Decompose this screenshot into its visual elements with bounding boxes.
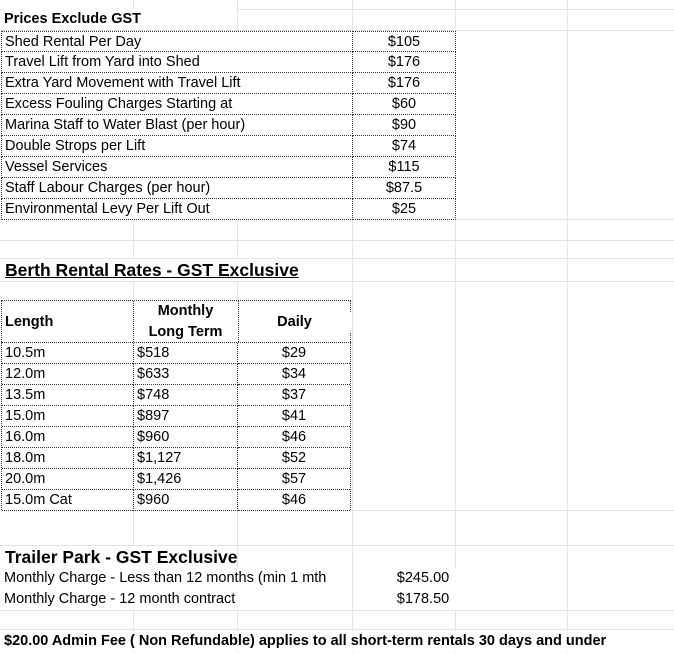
berth-row-daily: $34 bbox=[238, 364, 350, 385]
price-item-value: $60 bbox=[352, 94, 456, 115]
berth-col-daily: Daily bbox=[238, 312, 351, 333]
admin-fee-note: $20.00 Admin Fee ( Non Refundable) applies to all short-term rentals 30 days and under bbox=[4, 631, 672, 652]
grid-line bbox=[0, 629, 674, 630]
price-item-label: Extra Yard Movement with Travel Lift bbox=[1, 73, 353, 94]
berth-row-daily: $46 bbox=[238, 490, 350, 511]
price-item-value: $176 bbox=[352, 73, 456, 94]
berth-row-length: 18.0m bbox=[2, 448, 133, 469]
berth-row-monthly: $518 bbox=[133, 343, 238, 364]
grid-line bbox=[567, 0, 568, 653]
price-item-label: Travel Lift from Yard into Shed bbox=[1, 52, 353, 73]
trailer-row-short-label: Monthly Charge - Less than 12 months (min 1 mth bbox=[4, 568, 352, 589]
berth-row-daily: $29 bbox=[238, 343, 350, 364]
berth-row-monthly: $1,426 bbox=[133, 469, 238, 490]
berth-col-monthly-line2: Long Term bbox=[134, 322, 237, 343]
berth-row-daily: $37 bbox=[238, 385, 350, 406]
berth-title: Berth Rental Rates - GST Exclusive bbox=[5, 260, 299, 280]
berth-row-daily: $46 bbox=[238, 427, 350, 448]
price-item-value: $74 bbox=[352, 136, 456, 157]
berth-col-monthly-line1: Monthly bbox=[134, 301, 237, 322]
berth-row-monthly: $1,127 bbox=[133, 448, 238, 469]
berth-row-length: 12.0m bbox=[2, 364, 133, 385]
berth-row-monthly: $960 bbox=[133, 427, 238, 448]
grid-line bbox=[0, 240, 674, 241]
berth-header-column-divider bbox=[133, 301, 134, 342]
grid-line bbox=[0, 610, 674, 611]
price-item-label: Marina Staff to Water Blast (per hour) bbox=[1, 115, 353, 136]
price-item-label: Staff Labour Charges (per hour) bbox=[1, 178, 353, 199]
price-item-label: Double Strops per Lift bbox=[1, 136, 353, 157]
berth-col-length: Length bbox=[5, 312, 130, 333]
trailer-row-contract-value: $178.50 bbox=[353, 589, 493, 610]
berth-header-column-divider bbox=[238, 301, 239, 342]
berth-row-length: 13.5m bbox=[2, 385, 133, 406]
price-item-label: Shed Rental Per Day bbox=[1, 31, 353, 52]
price-item-value: $176 bbox=[352, 52, 456, 73]
grid-line bbox=[0, 281, 674, 282]
price-item-value: $105 bbox=[352, 31, 456, 52]
price-item-label: Environmental Levy Per Lift Out bbox=[1, 199, 353, 220]
trailer-row-contract-label: Monthly Charge - 12 month contract bbox=[4, 589, 352, 610]
price-item-value: $90 bbox=[352, 115, 456, 136]
berth-row-daily: $57 bbox=[238, 469, 350, 490]
prices-header: Prices Exclude GST bbox=[4, 9, 236, 30]
price-item-label: Excess Fouling Charges Starting at bbox=[1, 94, 353, 115]
berth-row-length: 20.0m bbox=[2, 469, 133, 490]
berth-row-length: 15.0m bbox=[2, 406, 133, 427]
berth-row-monthly: $633 bbox=[133, 364, 238, 385]
price-item-value: $87.5 bbox=[352, 178, 456, 199]
berth-row-monthly: $897 bbox=[133, 406, 238, 427]
berth-row-monthly: $748 bbox=[133, 385, 238, 406]
berth-row-daily: $52 bbox=[238, 448, 350, 469]
berth-row-length: 15.0m Cat bbox=[2, 490, 133, 511]
trailer-title: Trailer Park - GST Exclusive bbox=[5, 547, 238, 567]
price-item-label: Vessel Services bbox=[1, 157, 353, 178]
price-item-value: $115 bbox=[352, 157, 456, 178]
trailer-row-short-value: $245.00 bbox=[353, 568, 493, 589]
berth-row-daily: $41 bbox=[238, 406, 350, 427]
berth-row-monthly: $960 bbox=[133, 490, 238, 511]
berth-row-length: 10.5m bbox=[2, 343, 133, 364]
berth-row-length: 16.0m bbox=[2, 427, 133, 448]
price-item-value: $25 bbox=[352, 199, 456, 220]
